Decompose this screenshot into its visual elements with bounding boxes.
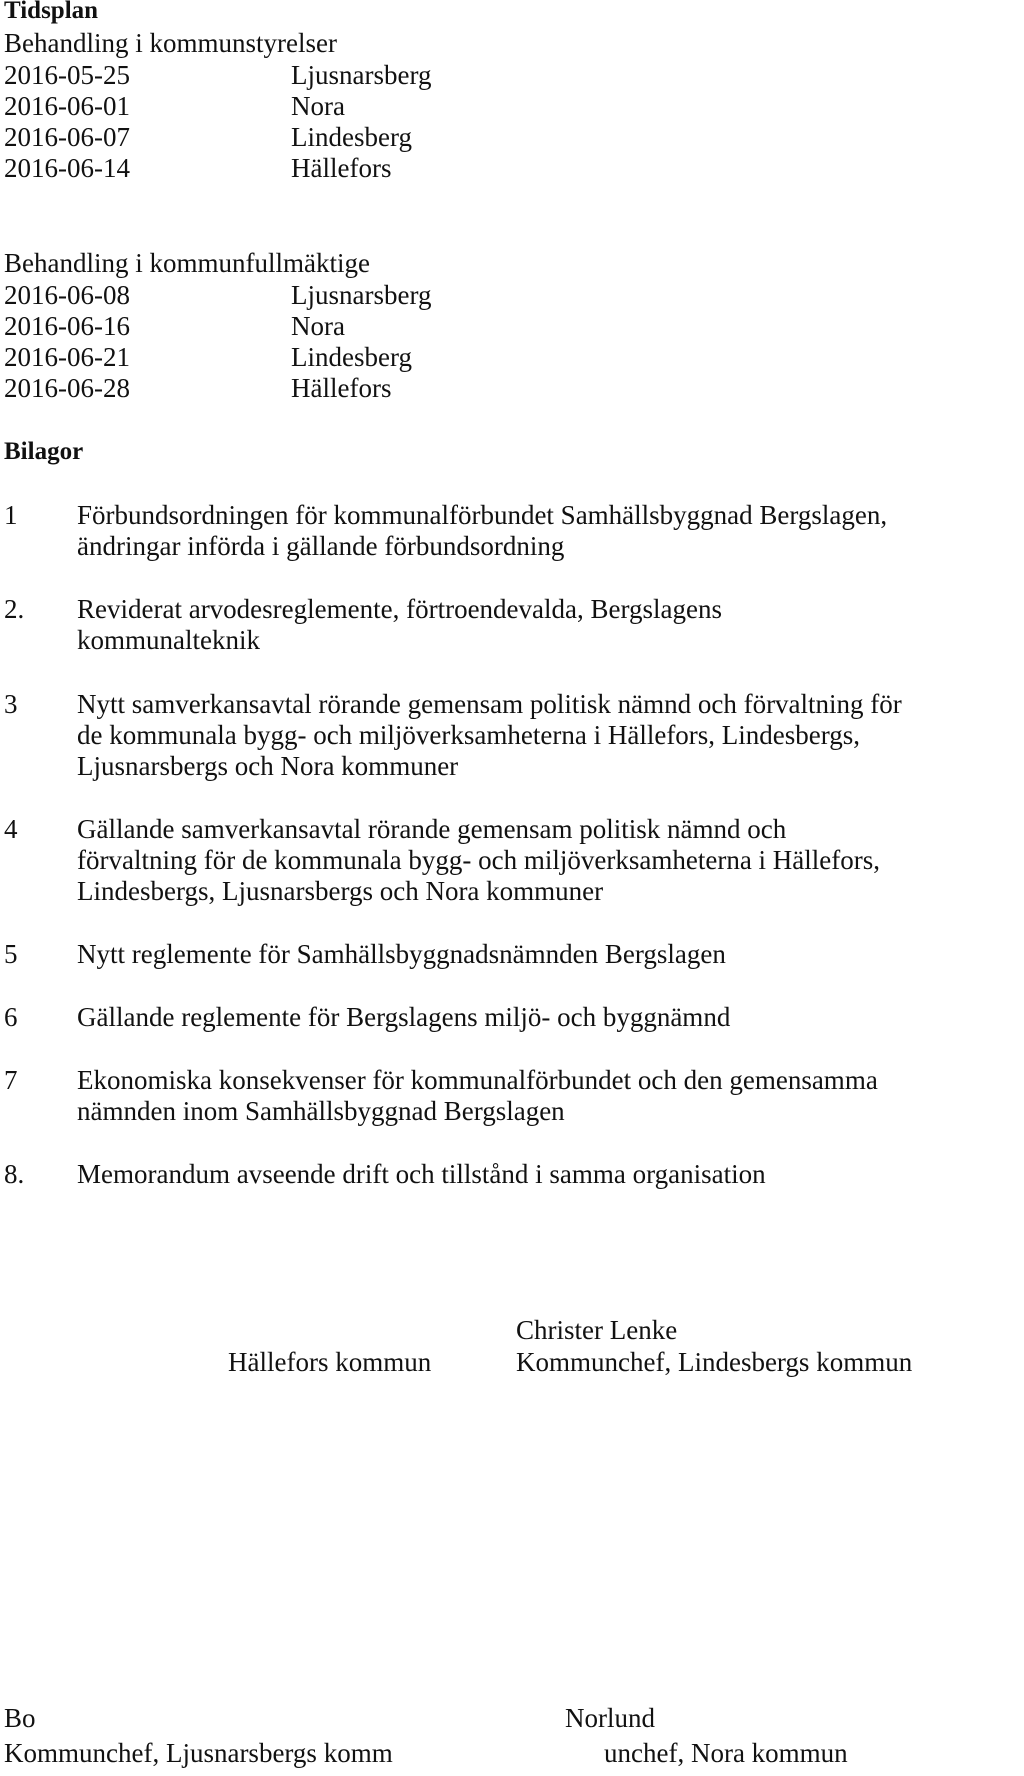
council-municipality: Lindesberg: [291, 342, 412, 372]
timeline-heading: Tidsplan: [4, 0, 99, 24]
council-municipality: Nora: [291, 311, 345, 341]
council-municipality: Hällefors: [291, 373, 392, 403]
attachment-text: de kommunala bygg- och miljöverksamheterna i Hällefors, Lindesbergs,: [77, 720, 861, 750]
attachment-text: Memorandum avseende drift och tillstånd i samma organisation: [77, 1159, 766, 1189]
attachment-text: nämnden inom Samhällsbyggnad Bergslagen: [77, 1096, 565, 1126]
board-municipality: Nora: [291, 91, 345, 121]
attachment-text: Ljusnarsbergs och Nora kommuner: [77, 751, 459, 781]
signatory-name: Christer Lenke: [516, 1315, 678, 1345]
signatory-title: unchef, Nora kommun: [604, 1738, 848, 1768]
board-municipality: Lindesberg: [291, 122, 412, 152]
signatory-name: Bo: [4, 1703, 36, 1733]
attachment-text: kommunalteknik: [77, 625, 260, 655]
board-date: 2016-06-14: [4, 153, 130, 183]
attachment-text: Ekonomiska konsekvenser för kommunalförbundet och den gemensamma: [77, 1065, 878, 1095]
signatory-name: Norlund: [565, 1703, 655, 1733]
board-date: 2016-06-07: [4, 122, 130, 152]
attachment-number: 6: [4, 1002, 18, 1032]
council-date: 2016-06-21: [4, 342, 130, 372]
board-title: Behandling i kommunstyrelser: [4, 28, 337, 58]
attachment-text: ändringar införda i gällande förbundsordning: [77, 531, 565, 561]
council-date: 2016-06-28: [4, 373, 130, 403]
attachments-heading: Bilagor: [4, 438, 84, 465]
board-municipality: Hällefors: [291, 153, 392, 183]
attachment-number: 4: [4, 814, 18, 844]
attachment-number: 2.: [4, 594, 25, 624]
council-date: 2016-06-16: [4, 311, 130, 341]
attachment-text: Nytt samverkansavtal rörande gemensam politisk nämnd och förvaltning för: [77, 689, 902, 719]
attachment-text: Reviderat arvodesreglemente, förtroendevalda, Bergslagens: [77, 594, 722, 624]
signatory-title: Kommunchef, Ljusnarsbergs komm: [4, 1738, 393, 1768]
council-title: Behandling i kommunfullmäktige: [4, 248, 370, 278]
attachment-text: Gällande samverkansavtal rörande gemensam politisk nämnd och: [77, 814, 787, 844]
council-municipality: Ljusnarsberg: [291, 280, 432, 310]
board-municipality: Ljusnarsberg: [291, 60, 432, 90]
attachment-text: Förbundsordningen för kommunalförbundet Samhällsbyggnad Bergslagen,: [77, 500, 888, 530]
attachment-number: 5: [4, 939, 18, 969]
attachment-number: 7: [4, 1065, 18, 1095]
attachment-text: Lindesbergs, Ljusnarsbergs och Nora kommuner: [77, 876, 604, 906]
signatory-title: Kommunchef, Lindesbergs kommun: [516, 1347, 913, 1377]
board-date: 2016-05-25: [4, 60, 130, 90]
board-date: 2016-06-01: [4, 91, 130, 121]
council-date: 2016-06-08: [4, 280, 130, 310]
attachment-number: 3: [4, 689, 18, 719]
signatory-org: Hällefors kommun: [228, 1347, 432, 1377]
attachment-text: förvaltning för de kommunala bygg- och miljöverksamheterna i Hällefors,: [77, 845, 881, 875]
attachment-number: 8.: [4, 1159, 25, 1189]
attachment-number: 1: [4, 500, 18, 530]
attachment-text: Gällande reglemente för Bergslagens miljö- och byggnämnd: [77, 1002, 731, 1032]
attachment-text: Nytt reglemente för Samhällsbyggnadsnämnden Bergslagen: [77, 939, 726, 969]
